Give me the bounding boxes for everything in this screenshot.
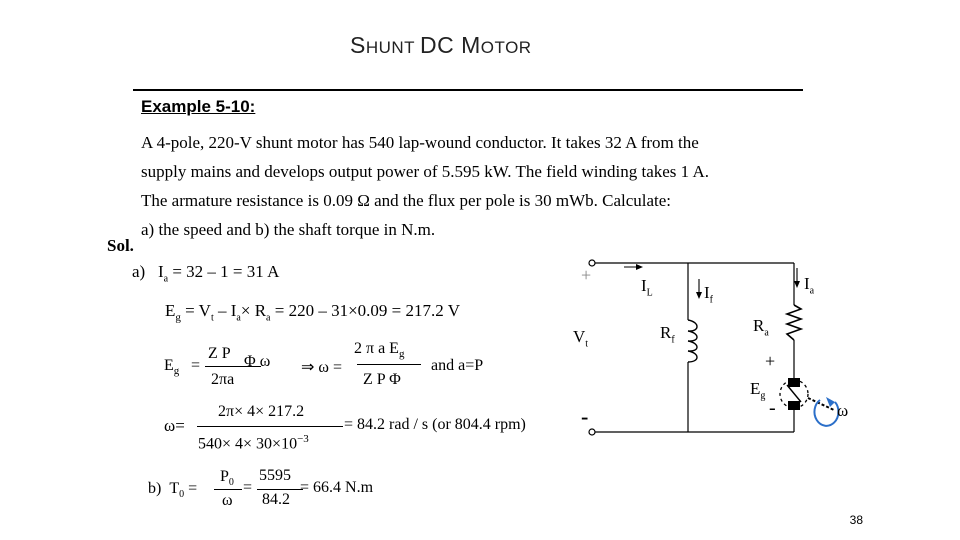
title-part: HUNT [365,38,420,57]
rotation-arrowhead-icon [826,397,835,407]
title-part: S [350,32,366,58]
rotation-arrow-icon [814,400,838,426]
label-text: I [804,274,810,293]
eq-text: = 220 – 31×0.09 = 217.2 V [270,301,460,320]
formula-tail: Φ ω [244,353,271,370]
brush-top-icon [788,378,800,387]
fraction-bar [214,489,242,490]
eq-text: E [165,301,176,320]
eg-equation [165,301,460,323]
label-sub: f [709,294,714,306]
formula-equals: = [191,357,201,374]
label-sub: f [671,334,675,346]
ia-label [804,274,814,296]
torque-result: = 66.4 N.m [300,479,374,496]
formula-denominator-2: Z P Φ [363,371,401,388]
eq-text: = V [180,301,211,320]
torque-lhs [148,480,197,500]
solution-label: Sol. [107,236,134,255]
label-text: R [660,323,672,342]
il-arrowhead [636,264,643,270]
problem-line: a) the speed and b) the shaft torque in N.m. [141,220,436,239]
label-text: E [750,379,761,398]
torque-equals: = [243,479,253,496]
label-text: V [573,327,586,346]
eq-text: T [169,480,180,497]
if-label [704,283,713,305]
eq-text: P [220,468,229,485]
formula-implies: ⇒ ω = [301,359,342,376]
armature-plus-label: + [765,351,776,371]
formula-eg [164,357,179,377]
torque-num2: 5595 [259,467,291,484]
omega-lhs: ω= [164,416,185,435]
problem-line: A 4-pole, 220-V shunt motor has 540 lap-wound conductor. It takes 32 A from the [141,133,699,152]
armature-slash [787,385,801,402]
torque-den1: ω [222,492,233,509]
problem-statement [141,128,709,244]
eq-text: 540× 4× 30×10 [198,435,298,453]
brush-bottom-icon [788,401,800,410]
rf-label [660,323,675,345]
eq-sub: g [398,348,405,361]
example-heading: Example 5-10: [141,97,256,116]
shunt-motor-circuit [560,245,860,445]
formula-denominator: 2πa [211,371,235,388]
label-sub: L [646,287,653,299]
formula-numerator-2 [354,340,404,360]
omega-denominator [198,433,309,453]
title-part: DC M [419,32,481,58]
ia-value: = 32 – 1 = 31 A [168,262,280,281]
eq-text: b) [148,480,162,497]
eq-text: = [184,480,198,497]
ia-symbol: I [157,262,164,281]
il-label [641,276,653,298]
problem-line: The armature resistance is 0.09 Ω and the flux per pole is 30 mWb. Calculate: [141,191,672,210]
eq-sub: g [173,365,180,378]
label-text: I [704,283,710,302]
omega-result: = 84.2 rad / s (or 804.4 rpm) [344,416,526,433]
eq-sub: 0 [179,489,185,501]
if-arrowhead [696,292,702,299]
formula-numerator: Z P [208,345,231,362]
formula-note: and a=P [431,357,484,374]
armature-minus-label: - [769,397,776,419]
eq-sup: −3 [297,433,309,445]
eq-sub: g [175,311,181,324]
ia-arrowhead [794,281,800,288]
page-number: 38 [849,513,863,527]
fraction-bar [257,489,303,490]
title-part: OTOR [480,38,532,57]
resistor-icon [787,305,801,340]
title-rule [133,89,803,91]
label-sub: a [809,285,815,297]
problem-line: supply mains and develops output power of 5.595 kW. The field winding takes 1 A. [141,162,710,181]
eq-sub: a [266,312,271,324]
ra-label [753,316,769,338]
omega-numerator: 2π× 4× 217.2 [218,403,305,420]
part-a-label: a) [132,262,146,281]
label-text: I [641,276,647,295]
label-sub: t [585,338,589,350]
eq-sub: a [236,312,241,324]
terminal-plus-label: + [581,265,592,285]
eq-text: – I [213,301,237,320]
eg-label [750,379,765,401]
terminal-bottom [589,429,595,435]
vt-label [573,327,588,349]
field-coil-icon [688,320,697,362]
eq-sub: 0 [228,477,234,489]
slide-title [350,32,532,59]
ia-equation [132,262,279,284]
fraction-bar [357,364,421,365]
label-sub: g [760,390,766,402]
eq-text: E [164,357,174,374]
label-text: R [753,316,765,335]
eq-text: 2 π a E [354,340,399,357]
omega-label: ω [837,401,849,420]
terminal-minus-label: - [581,404,589,429]
torque-num1 [220,468,234,488]
torque-den2: 84.2 [262,491,290,508]
label-sub: a [764,327,769,339]
eq-text: × R [240,301,267,320]
eq-sub: t [210,312,214,324]
fraction-bar [197,426,343,427]
ia-subscript: a [163,273,169,285]
